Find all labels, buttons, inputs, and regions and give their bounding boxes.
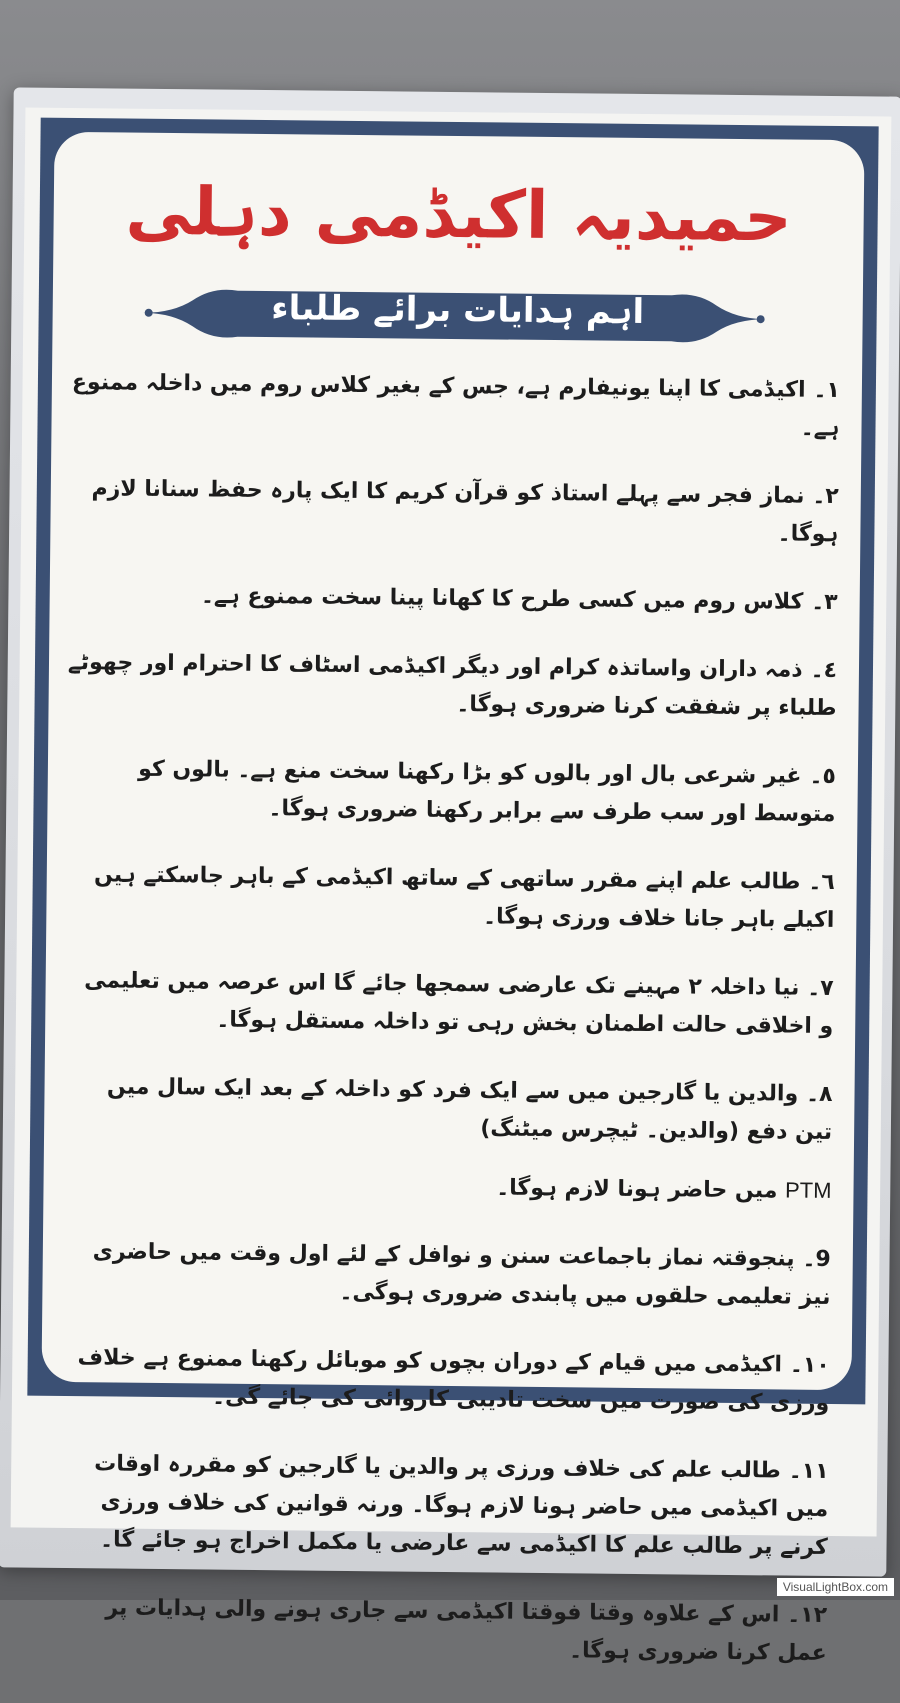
rule-number: ١٠۔ bbox=[790, 1353, 830, 1378]
rule-item-2 bbox=[68, 470, 839, 554]
rule-text: اکیڈمی کا اپنا یونیفارم ہے، جس کے بغیر کلاس روم میں داخلہ ممنوع ہے۔ bbox=[72, 370, 840, 441]
rule-item-1 bbox=[69, 364, 840, 448]
rule-text: اکیڈمی میں قیام کے دوران بچوں کو موبائل رکھنا ممنوع ہے خلاف ورزی کی صورت میں سخت تادیبی کاروائی کی جائے گی۔ bbox=[77, 1345, 829, 1416]
rule-text: والدین یا گارجین میں سے ایک فرد کو داخلہ کے بعد ایک سال میں تین دفع (والدین۔ ٹیچرس میٹنگ) bbox=[107, 1074, 832, 1145]
ptm-label: PTM bbox=[785, 1178, 832, 1203]
rule-text: طالب علم اپنے مقرر ساتھی کے ساتھ اکیڈمی کے باہر جاسکتے ہیں اکیلے باہر جانا خلاف ورزی ہوگا۔ bbox=[94, 862, 835, 933]
rule-text: کلاس روم میں کسی طرح کا کھانا پینا سخت ممنوع ہے۔ bbox=[201, 583, 804, 614]
rule-item-11 bbox=[58, 1445, 829, 1567]
rule-number: ٤۔ bbox=[811, 658, 838, 683]
rule-text: نیا داخلہ ٢ مہینے تک عارضی سمجھا جائے گا اس عرصہ میں تعلیمی و اخلاقی حالت اطمنان بخش رہی تو داخلہ مستقل ہوگا۔ bbox=[84, 968, 833, 1039]
rule-number: ٢۔ bbox=[812, 484, 839, 509]
rule-number: ٣۔ bbox=[811, 590, 838, 615]
rule-text: پنجوقتہ نماز باجماعت سنن و نوافل کے لئے اول وقت میں حاضری نیز تعلیمی حلقوں میں پابندی ضروری ہوگی۔ bbox=[93, 1239, 831, 1310]
watermark: VisualLightBox.com bbox=[777, 1578, 894, 1596]
rule-item-5 bbox=[65, 750, 836, 834]
rule-item-3 bbox=[68, 576, 838, 622]
rule-item-9 bbox=[60, 1233, 831, 1317]
rule-item-12 bbox=[57, 1589, 828, 1673]
notice-panel bbox=[41, 132, 864, 1390]
rule-number: ١٢۔ bbox=[787, 1603, 827, 1628]
rule-number: ٧۔ bbox=[807, 976, 834, 1001]
rule-continuation bbox=[61, 1164, 831, 1211]
rule-item-6 bbox=[64, 856, 835, 940]
rule-text: ذمہ داران واساتذہ کرام اور دیگر اکیڈمی اسٹاف کا احترام اور چھوٹے طلباء پر شفقت کرنا ضروری ہوگا۔ bbox=[68, 650, 837, 721]
rule-item-8 bbox=[61, 1068, 832, 1211]
rule-number: 9۔ bbox=[802, 1247, 830, 1272]
notice-title: حمیدیہ اکیڈمی دہلی bbox=[53, 172, 864, 257]
rule-number: ٦۔ bbox=[808, 870, 835, 895]
rule-number: ١۔ bbox=[813, 378, 840, 403]
subtitle-banner bbox=[142, 278, 773, 355]
notice-frame bbox=[27, 118, 878, 1405]
rules-list bbox=[56, 364, 840, 1703]
rule-item-4 bbox=[66, 644, 837, 728]
rule-number: ٥۔ bbox=[809, 764, 836, 789]
rule-text: طالب علم کی خلاف ورزی پر والدین یا گارجین کو مقررہ اوقات میں اکیڈمی میں حاضر ہونا لازم ہوگا۔ ورنہ قوانین کی خلاف ورزی کرنے پر طالب علم کا اکیڈمی سے عارضی یا مکمل اخراج ہو جائے گا۔ bbox=[94, 1451, 828, 1560]
rule-item-7 bbox=[63, 962, 834, 1046]
rule-item-10 bbox=[59, 1339, 830, 1423]
rule-text: اس کے علاوہ وقتا فوقتا اکیڈمی سے جاری ہونے والی ہدایات پر عمل کرنا ضروری ہوگا۔ bbox=[105, 1595, 827, 1666]
rule-text: نماز فجر سے پہلے استاذ کو قرآن کریم کا ایک پارہ حفظ سنانا لازم ہوگا۔ bbox=[91, 476, 838, 547]
rule-text: غیر شرعی بال اور بالوں کو بڑا رکھنا سخت منع ہے۔ بالوں کو متوسط اور سب طرف سے برابر رکھنا ضروری ہوگا۔ bbox=[138, 757, 836, 827]
rule-number: ٨۔ bbox=[806, 1082, 833, 1107]
rule-number: ١١۔ bbox=[789, 1459, 829, 1484]
rule-extra-text: میں حاضر ہونا لازم ہوگا۔ bbox=[496, 1175, 785, 1203]
notice-subtitle: اہم ہدایات برائے طلباء bbox=[143, 286, 773, 334]
